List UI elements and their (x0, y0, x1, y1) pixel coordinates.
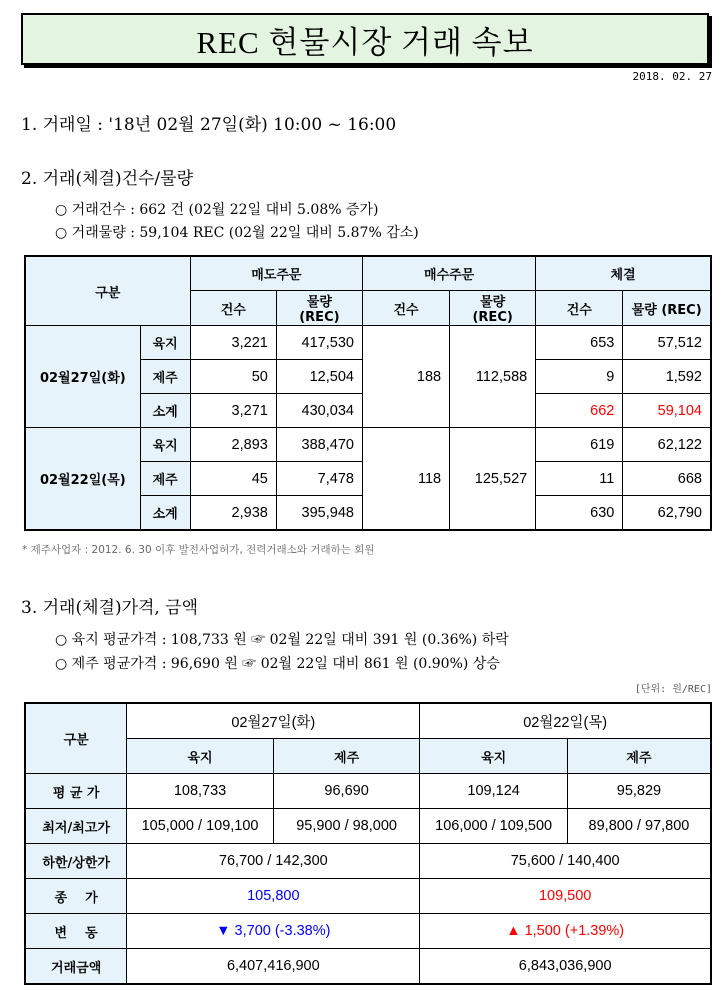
header-sell-order: 매도주문 (190, 256, 362, 291)
row-label: 최저/최고가 (25, 809, 127, 844)
sell-count: 2,893 (190, 428, 276, 462)
section2-bullet-volume: ○ 거래물량 : 59,104 REC (02월 22일 대비 5.87% 감소) (55, 225, 419, 241)
section3-bullet-jeju: ○ 제주 평균가격 : 96,690 원 ☞ 02월 22일 대비 861 원 (0.90%) 상승 (55, 656, 500, 672)
sell-volume: 7,478 (276, 462, 362, 496)
table-row (25, 326, 711, 360)
limit-current: 76,700 / 142,300 (127, 844, 420, 879)
section3-heading: 3. 거래(체결)가격, 금액 (21, 598, 199, 618)
header-date-previous: 02월22일(목) (420, 703, 711, 739)
limit-previous: 75,600 / 140,400 (420, 844, 711, 879)
sell-count: 2,938 (190, 496, 276, 531)
buy-volume: 125,527 (450, 428, 536, 531)
row-type: 육지 (140, 326, 190, 360)
section3-bullet-land: ○ 육지 평균가격 : 108,733 원 ☞ 02월 22일 대비 391 원 (0.36%) 하락 (55, 632, 509, 648)
close-previous: 109,500 (420, 879, 711, 914)
avg-land-current: 108,733 (127, 774, 274, 809)
sell-count: 50 (190, 360, 276, 394)
amount-previous: 6,843,036,900 (420, 949, 711, 985)
row-type: 육지 (140, 428, 190, 462)
header-jeju: 제주 (567, 739, 711, 774)
deal-count: 619 (536, 428, 623, 462)
header-buy-volume: 물량 (REC) (450, 291, 536, 326)
header-buy-count: 건수 (362, 291, 449, 326)
table-row (25, 428, 711, 462)
section2-heading: 2. 거래(체결)건수/물량 (21, 169, 193, 189)
section1-heading: 1. 거래일 : '18년 02월 27일(화) 10:00 ~ 16:00 (21, 115, 397, 135)
sell-volume: 395,948 (276, 496, 362, 531)
amount-current: 6,407,416,900 (127, 949, 420, 985)
deal-volume: 668 (623, 462, 711, 496)
minmax-land-previous: 106,000 / 109,500 (420, 809, 568, 844)
group-date: 02월27일(화) (25, 326, 140, 428)
deal-volume: 57,512 (623, 326, 711, 360)
row-type: 소계 (140, 496, 190, 531)
deal-volume: 62,122 (623, 428, 711, 462)
minmax-jeju-previous: 89,800 / 97,800 (567, 809, 711, 844)
sell-count: 3,221 (190, 326, 276, 360)
change-previous: ▲ 1,500 (+1.39%) (420, 914, 711, 949)
deal-count-total: 662 (536, 394, 623, 428)
avg-jeju-previous: 95,829 (567, 774, 711, 809)
header-date-current: 02월27일(화) (127, 703, 420, 739)
header-deal-count: 건수 (536, 291, 623, 326)
minmax-jeju-current: 95,900 / 98,000 (273, 809, 420, 844)
row-label: 변 동 (25, 914, 127, 949)
table-row (25, 949, 711, 985)
header-gubun: 구분 (25, 703, 127, 774)
buy-count: 118 (362, 428, 449, 531)
row-label: 하한/상한가 (25, 844, 127, 879)
header-jeju: 제주 (273, 739, 420, 774)
sell-volume: 388,470 (276, 428, 362, 462)
footnote: * 제주사업자 : 2012. 6. 30 이후 발전사업허가, 전력거래소와 거래하는 회원 (22, 544, 375, 556)
row-label: 평 균 가 (25, 774, 127, 809)
avg-land-previous: 109,124 (420, 774, 568, 809)
buy-count: 188 (362, 326, 449, 428)
sell-volume: 417,530 (276, 326, 362, 360)
row-type: 제주 (140, 360, 190, 394)
deal-count: 9 (536, 360, 623, 394)
row-type: 소계 (140, 394, 190, 428)
sell-volume: 430,034 (276, 394, 362, 428)
table-row (25, 774, 711, 809)
table-row (25, 844, 711, 879)
header-land: 육지 (127, 739, 274, 774)
report-date: 2018. 02. 27 (632, 70, 712, 83)
report-title: REC 현물시장 거래 속보 (21, 13, 709, 65)
buy-volume: 112,588 (450, 326, 536, 428)
header-sell-volume: 물량 (REC) (276, 291, 362, 326)
row-type: 제주 (140, 462, 190, 496)
header-deal: 체결 (536, 256, 711, 291)
trade-volume-table (24, 255, 712, 531)
sell-count: 3,271 (190, 394, 276, 428)
table-row (25, 914, 711, 949)
deal-count: 11 (536, 462, 623, 496)
row-label: 종 가 (25, 879, 127, 914)
table-row (25, 879, 711, 914)
sell-volume: 12,504 (276, 360, 362, 394)
sell-count: 45 (190, 462, 276, 496)
header-sell-count: 건수 (190, 291, 276, 326)
change-current: ▼ 3,700 (-3.38%) (127, 914, 420, 949)
deal-count: 630 (536, 496, 623, 531)
avg-jeju-current: 96,690 (273, 774, 420, 809)
table-row (25, 809, 711, 844)
deal-volume-total: 59,104 (623, 394, 711, 428)
deal-volume: 62,790 (623, 496, 711, 531)
header-buy-order: 매수주문 (362, 256, 535, 291)
header-gubun: 구분 (25, 256, 190, 326)
group-date: 02월22일(목) (25, 428, 140, 531)
row-label: 거래금액 (25, 949, 127, 985)
header-deal-volume: 물량 (REC) (623, 291, 711, 326)
close-current: 105,800 (127, 879, 420, 914)
header-land: 육지 (420, 739, 568, 774)
unit-label: [단위: 원/REC] (634, 684, 712, 695)
deal-volume: 1,592 (623, 360, 711, 394)
price-table (24, 702, 712, 985)
deal-count: 653 (536, 326, 623, 360)
section2-bullet-count: ○ 거래건수 : 662 건 (02월 22일 대비 5.08% 증가) (55, 202, 379, 218)
minmax-land-current: 105,000 / 109,100 (127, 809, 274, 844)
